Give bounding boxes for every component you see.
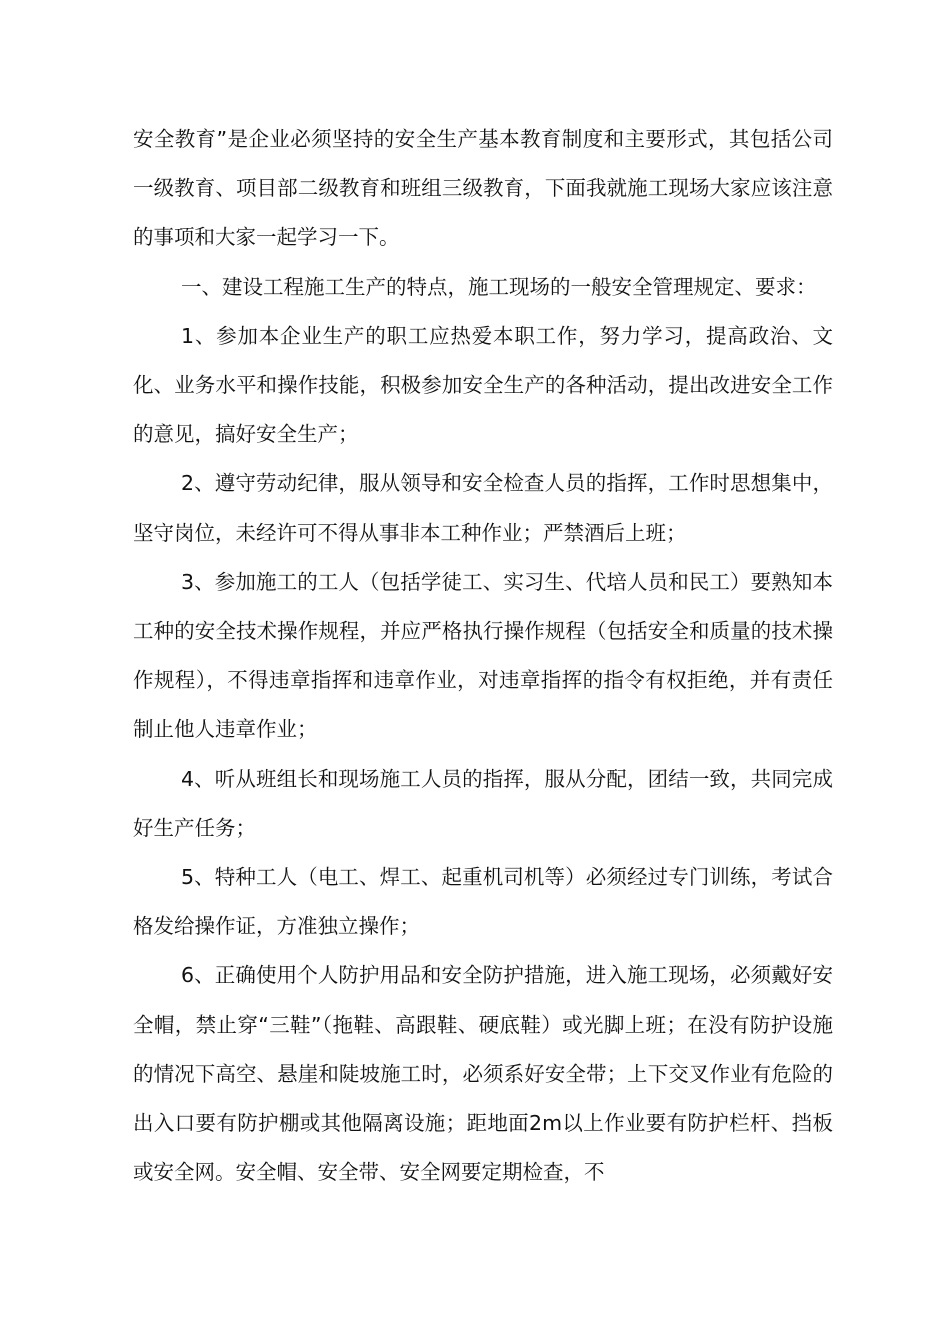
rule-item-3: 3、参加施工的工人（包括学徒工、实习生、代培人员和民工）要熟知本工种的安全技术操作规程，并应严格执行操作规程（包括安全和质量的技术操作规程），不得违章指挥和违章作业，对违章指挥的指令有权拒绝，并有责任制止他人违章作业； (133, 569, 833, 742)
document-body (133, 115, 833, 1197)
rule-item-2: 2、遵守劳动纪律，服从领导和安全检查人员的指挥，工作时思想集中，坚守岗位，未经许可不得从事非本工种作业；严禁酒后上班； (133, 471, 833, 545)
section-heading-1: 一、建设工程施工生产的特点，施工现场的一般安全管理规定、要求： (181, 274, 817, 299)
rule-item-5: 5、特种工人（电工、焊工、起重机司机等）必须经过专门训练，考试合格发给操作证，方准独立操作； (133, 865, 833, 939)
intro-paragraph: 安全教育”是企业必须坚持的安全生产基本教育制度和主要形式，其包括公司一级教育、项目部二级教育和班组三级教育，下面我就施工现场大家应该注意的事项和大家一起学习一下。 (133, 127, 833, 250)
rule-item-1: 1、参加本企业生产的职工应热爱本职工作，努力学习，提高政治、文化、业务水平和操作技能，积极参加安全生产的各种活动，提出改进安全工作的意见，搞好安全生产； (133, 323, 833, 447)
rule-item-6: 6、正确使用个人防护用品和安全防护措施，进入施工现场，必须戴好安全帽，禁止穿“三鞋”（拖鞋、高跟鞋、硬底鞋）或光脚上班；在没有防护设施的情况下高空、悬崖和陡坡施工时，必须系好安全带；上下交叉作业有危险的出入口要有防护棚或其他隔离设施；距地面2m以上作业要有防护栏杆、挡板或安全网。安全帽、安全带、安全网要定期检查，不 (133, 963, 833, 1185)
rule-item-4: 4、听从班组长和现场施工人员的指挥，服从分配，团结一致，共同完成好生产任务； (133, 766, 833, 840)
